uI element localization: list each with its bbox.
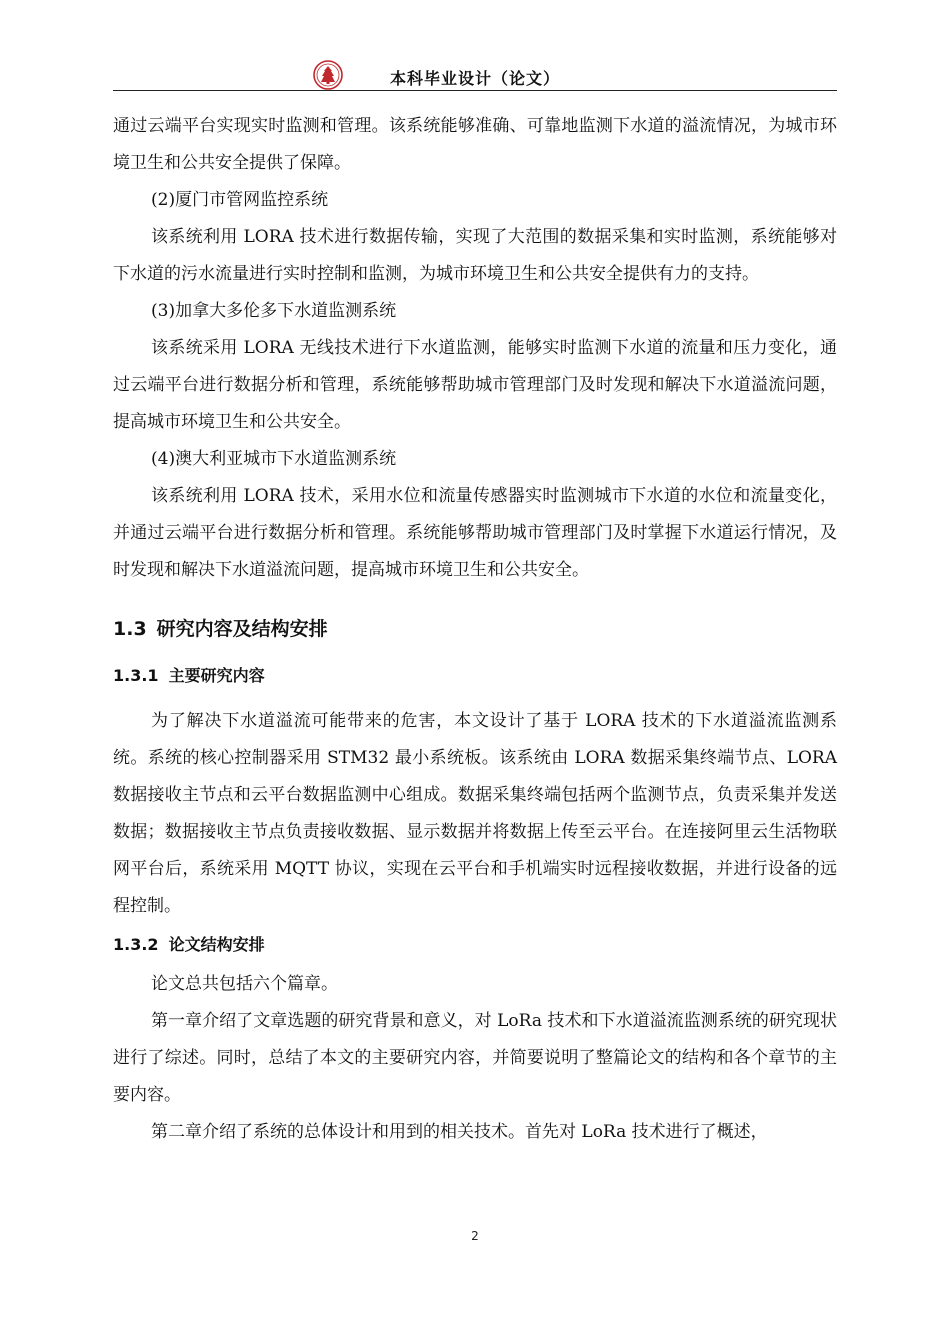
list-item-title: (3)加拿大多伦多下水道监测系统: [151, 301, 397, 321]
section-title: 研究内容及结构安排: [156, 618, 328, 640]
paragraph: 第二章介绍了系统的总体设计和用到的相关技术。首先对 LoRa 技术进行了概述，: [151, 1122, 768, 1142]
subsection-title: 主要研究内容: [168, 666, 265, 685]
header-title: 本科毕业设计（论文）: [389, 69, 560, 88]
list-item-text: 该系统采用 LORA 无线技术进行下水道监测，能够实时监测下水道的流量和压力变化，通过云端平台进行数据分析和管理，系统能够帮助城市管理部门及时发现和解决下水道溢流问题，提高城市环境卫生和公共安全。: [113, 338, 837, 432]
paragraph-continuation: 通过云端平台实现实时监测和管理。该系统能够准确、可靠地监测下水道的溢流情况，为城市环境卫生和公共安全提供了保障。: [113, 116, 837, 173]
subsection-heading: [113, 930, 837, 960]
list-item-title: (2)厦门市管网监控系统: [151, 190, 329, 210]
body-text: [113, 108, 837, 1151]
section-heading: [113, 614, 837, 644]
subsection-number: 1.3.1: [113, 666, 159, 685]
subsection-title: 论文结构安排: [168, 935, 265, 954]
section-number: 1.3: [113, 618, 147, 640]
paragraph: 为了解决下水道溢流可能带来的危害，本文设计了基于 LORA 技术的下水道溢流监测系统。系统的核心控制器采用 STM32 最小系统板。该系统由 LORA 数据采集终端节点、LORA 数据接收主节点和云平台数据监测中心组成。数据采集终端包括两个监测节点，负责采集并发送数据；数据接收主节点负责接收数据、显示数据并将数据上传至云平台。在连接阿里云生活物联网平台后，系统采用 MQTT 协议，实现在云平台和手机端实时远程接收数据，并进行设备的远程控制。: [113, 711, 837, 916]
paragraph: 第一章介绍了文章选题的研究背景和意义，对 LoRa 技术和下水道溢流监测系统的研究现状进行了综述。同时，总结了本文的主要研究内容，并简要说明了整篇论文的结构和各个章节的主要内容。: [113, 1011, 837, 1105]
list-item-text: 该系统利用 LORA 技术，采用水位和流量传感器实时监测城市下水道的水位和流量变化，并通过云端平台进行数据分析和管理。系统能够帮助城市管理部门及时掌握下水道运行情况，及时发现和解决下水道溢流问题，提高城市环境卫生和公共安全。: [113, 486, 837, 580]
list-item-text: 该系统利用 LORA 技术进行数据传输，实现了大范围的数据采集和实时监测，系统能够对下水道的污水流量进行实时控制和监测，为城市环境卫生和公共安全提供有力的支持。: [113, 227, 837, 284]
subsection-number: 1.3.2: [113, 935, 159, 954]
paragraph: 论文总共包括六个篇章。: [151, 974, 338, 994]
page-header: [113, 58, 837, 91]
list-item-title: (4)澳大利亚城市下水道监测系统: [151, 449, 397, 469]
subsection-heading: [113, 661, 837, 691]
page-number: 2: [471, 1229, 479, 1243]
